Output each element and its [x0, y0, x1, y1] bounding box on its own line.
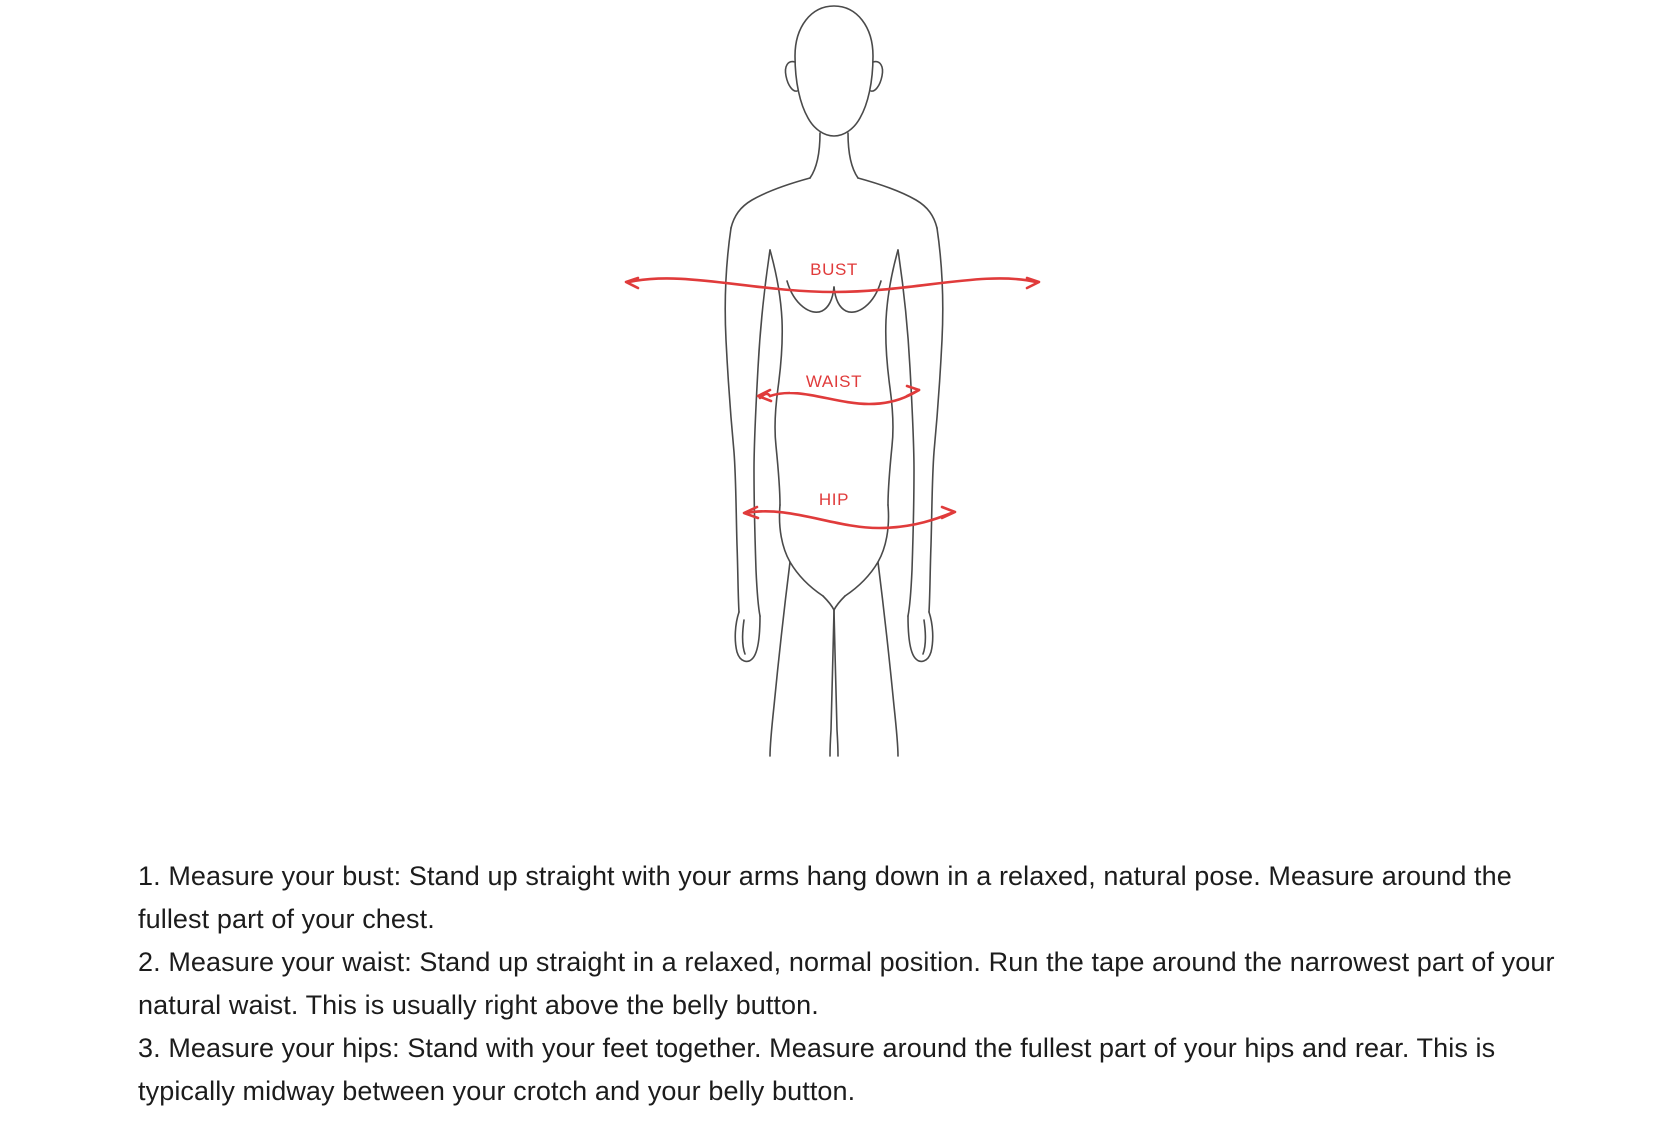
- female-figure-svg: [574, 0, 1094, 760]
- shoulder-left: [731, 178, 810, 228]
- leg-left-inner: [830, 610, 834, 756]
- leg-right-outer: [878, 562, 898, 756]
- hand-right-detail: [923, 620, 925, 654]
- hip-arrow-right: [942, 507, 955, 518]
- neck-left: [810, 133, 820, 178]
- waist-label: WAIST: [805, 372, 863, 391]
- hip-right: [845, 505, 889, 596]
- instruction-item-3: 3. Measure your hips: Stand with your feet together. Measure around the fullest part of your hips and rear. This is typically midway between your crotch and your belly button.: [138, 1033, 1496, 1106]
- instruction-item-2: 2. Measure your waist: Stand up straight in a relaxed, normal position. Run the tape around the narrowest part of your natural waist. This is usually right above the belly button.: [138, 947, 1555, 1020]
- arm-left-inner: [754, 250, 770, 616]
- bust-arrow-right: [1027, 278, 1039, 288]
- leg-right-inner: [834, 610, 838, 756]
- measurement-instructions: [138, 855, 1558, 1113]
- arm-left-outer: [725, 228, 739, 612]
- hand-right: [908, 612, 933, 661]
- measurement-lines: [584, 258, 1039, 528]
- bust-left-curve: [787, 281, 834, 312]
- instruction-item-1: 1. Measure your bust: Stand up straight with your arms hang down in a relaxed, natural pose. Measure around the fullest part of your chest.: [138, 861, 1512, 934]
- crotch: [823, 596, 845, 610]
- shoulder-right: [858, 178, 937, 228]
- leg-left-outer: [770, 562, 790, 756]
- bust-arrow-left: [626, 278, 638, 288]
- head-shape: [795, 6, 873, 136]
- neck-right: [848, 133, 858, 178]
- bust-measurement: [584, 258, 1039, 295]
- bust-label: BUST: [810, 260, 858, 279]
- arm-right-inner: [898, 250, 914, 616]
- hip-label: HIP: [818, 490, 850, 509]
- hand-left-detail: [743, 620, 745, 654]
- hand-left: [735, 612, 760, 661]
- bust-right-curve: [834, 281, 881, 312]
- waist-measurement: [758, 370, 919, 404]
- hip-measurement: [744, 488, 955, 528]
- arm-right-outer: [929, 228, 943, 612]
